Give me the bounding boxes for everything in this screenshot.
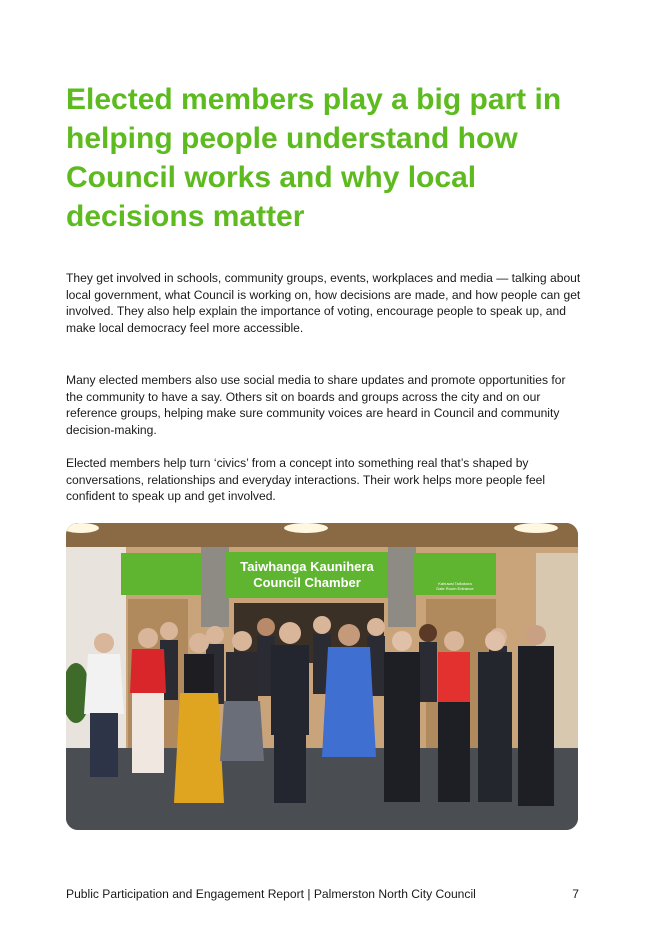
body-paragraph: Many elected members also use social media to share updates and promote opportunities for the community to have a say. Others sit on boards and groups across the city and on our reference groups, helping make sure community voices are heard in Council and community decision-making. <box>66 373 566 437</box>
sign-line-2: Council Chamber <box>253 575 361 590</box>
body-paragraph: Elected members help turn ‘civics’ from a concept into something real that’s shaped by conversations, relationships and everyday interactions. Their work helps more people feel confident to speak up and get involved. <box>66 456 546 504</box>
footer-title: Public Participation and Engagement Report | Palmerston North City Council <box>66 887 476 901</box>
body-paragraph: They get involved in schools, community groups, events, workplaces and media — talking about local government, what Council is working on, how decisions are made, and how people can get involved. They also help explain the importance of voting, encourage people to speak up, and make local democracy feel more accessible. <box>66 271 581 335</box>
group-photo-illustration <box>66 523 578 830</box>
group-photo <box>66 523 578 830</box>
ceiling-light <box>284 523 328 533</box>
ceiling-light <box>514 523 558 533</box>
page-heading: Elected members play a big part in helping people understand how Council works and why local decisions matter <box>66 83 562 233</box>
side-sign-line-1: Kahuwai Taikokora <box>438 581 472 586</box>
stone-column <box>388 547 416 627</box>
page-number: 7 <box>572 887 579 901</box>
green-panel <box>121 553 201 595</box>
side-sign-line-2: Dale Room Entrance <box>436 586 474 591</box>
stone-column <box>201 547 229 627</box>
sign-line-1: Taiwhanga Kaunihera <box>240 559 374 574</box>
page-footer <box>66 887 579 901</box>
